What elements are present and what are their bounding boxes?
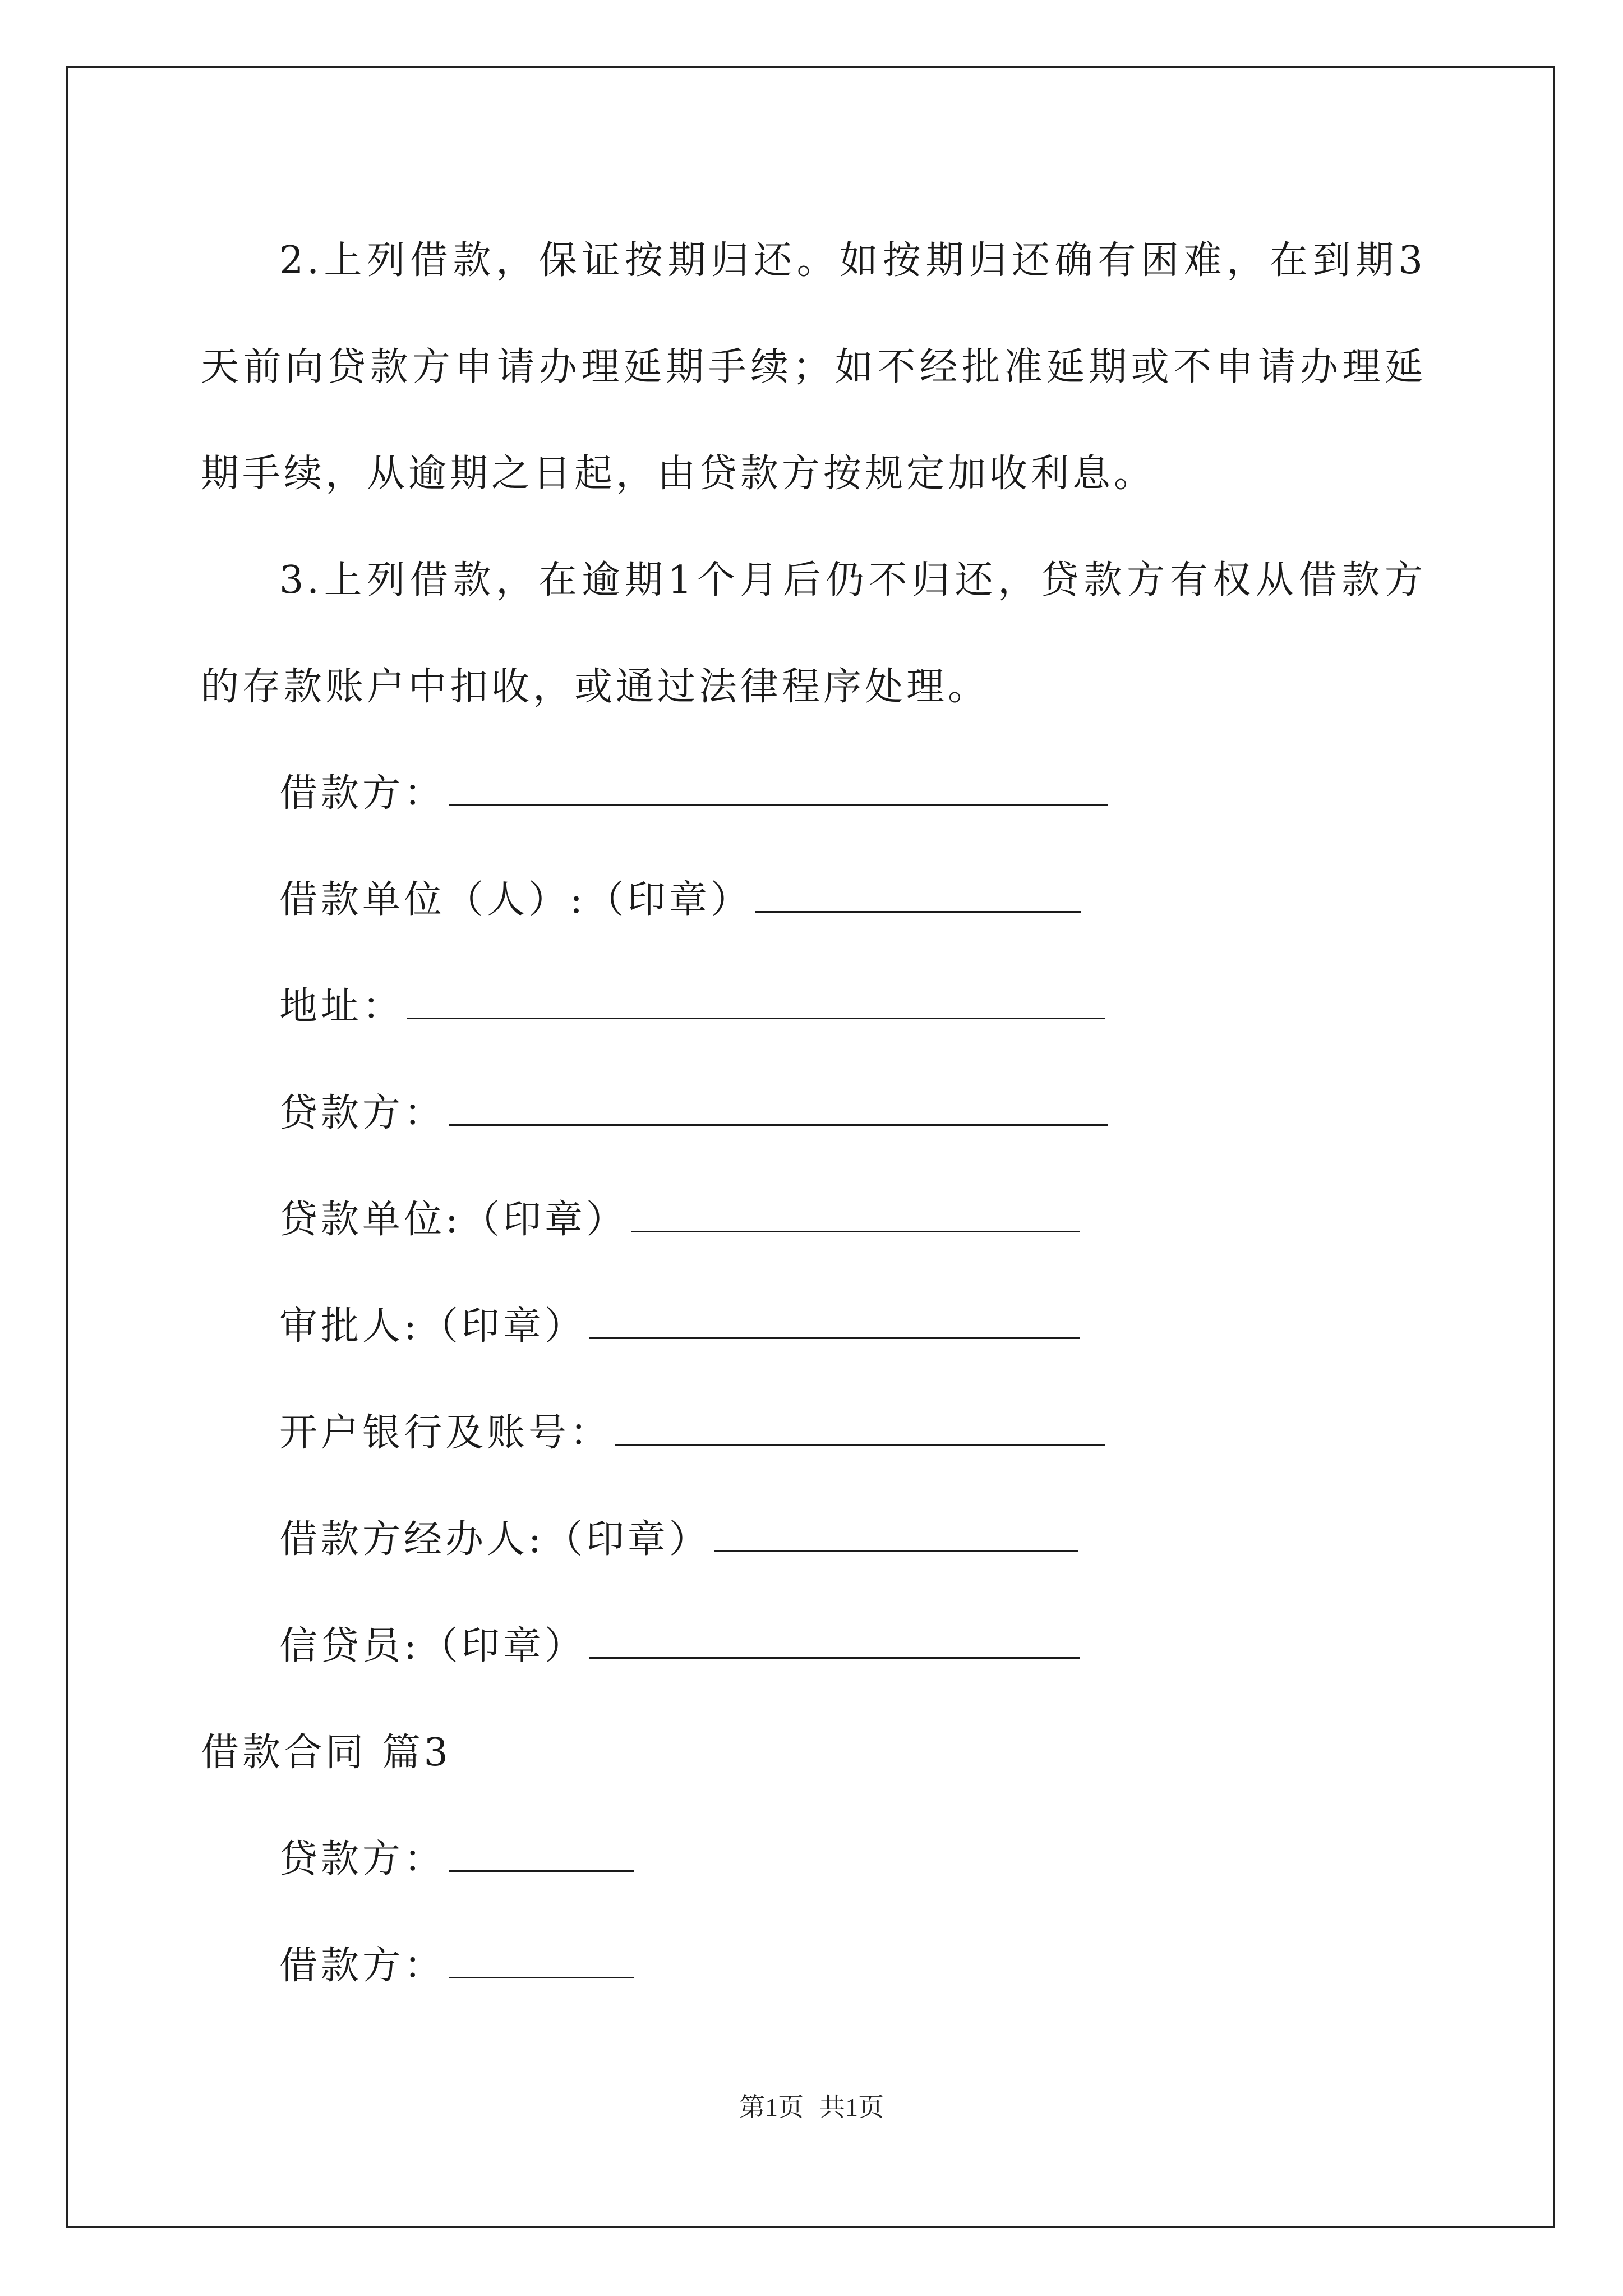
borrowing-unit-blank-line xyxy=(755,877,1081,913)
borrower-blank-line xyxy=(449,771,1108,806)
lender-label: 贷款方： xyxy=(279,1091,446,1135)
lending-unit-blank-line xyxy=(631,1197,1080,1232)
approver-field xyxy=(201,1273,1426,1380)
credit-officer-blank-line xyxy=(589,1623,1080,1659)
borrowing-unit-field xyxy=(201,847,1426,954)
page-number-total: 共1页 xyxy=(819,2093,884,2122)
borrower-label: 借款方： xyxy=(279,771,446,816)
lending-unit-label: 贷款单位:（印章） xyxy=(279,1198,628,1242)
section-lender-blank-line xyxy=(449,1837,634,1872)
address-blank-line xyxy=(407,984,1105,1019)
section-borrower-label: 借款方： xyxy=(279,1944,446,1988)
section-lender-label: 贷款方： xyxy=(279,1837,446,1881)
page-number-current: 第1页 xyxy=(739,2093,804,2122)
lending-unit-field xyxy=(201,1167,1426,1273)
approver-label: 审批人:（印章） xyxy=(279,1304,586,1349)
borrowing-unit-label: 借款单位（人）:（印章） xyxy=(279,878,752,922)
borrower-field xyxy=(201,740,1426,847)
borrower-handler-field xyxy=(201,1487,1426,1593)
credit-officer-field xyxy=(201,1593,1426,1700)
document-body xyxy=(201,208,1426,2019)
section-borrower-field xyxy=(201,1913,1426,2019)
credit-officer-label: 信贷员:（印章） xyxy=(279,1624,586,1668)
address-field xyxy=(201,954,1426,1060)
bank-account-label: 开户银行及账号： xyxy=(279,1411,612,1455)
address-label: 地址： xyxy=(279,984,404,1029)
section-borrower-blank-line xyxy=(449,1943,634,1978)
clause-2-paragraph: 2.上列借款，保证按期归还。如按期归还确有困难，在到期3天前向贷款方申请办理延期手续；如不经批准延期或不申请办理延期手续，从逾期之日起，由贷款方按规定加收利息。 xyxy=(201,238,1426,496)
borrower-handler-blank-line xyxy=(714,1517,1078,1552)
borrower-handler-label: 借款方经办人:（印章） xyxy=(279,1517,711,1562)
page-footer xyxy=(0,2087,1623,2124)
approver-blank-line xyxy=(589,1304,1080,1339)
lender-blank-line xyxy=(449,1091,1108,1126)
clause-3-paragraph: 3.上列借款，在逾期1个月后仍不归还，贷款方有权从借款方的存款账户中扣收，或通过法律程序处理。 xyxy=(201,558,1426,709)
bank-account-blank-line xyxy=(615,1410,1105,1446)
bank-account-field xyxy=(201,1380,1426,1487)
section-lender-field xyxy=(201,1806,1426,1913)
section-heading: 借款合同 篇3 xyxy=(201,1731,451,1775)
lender-field xyxy=(201,1060,1426,1167)
